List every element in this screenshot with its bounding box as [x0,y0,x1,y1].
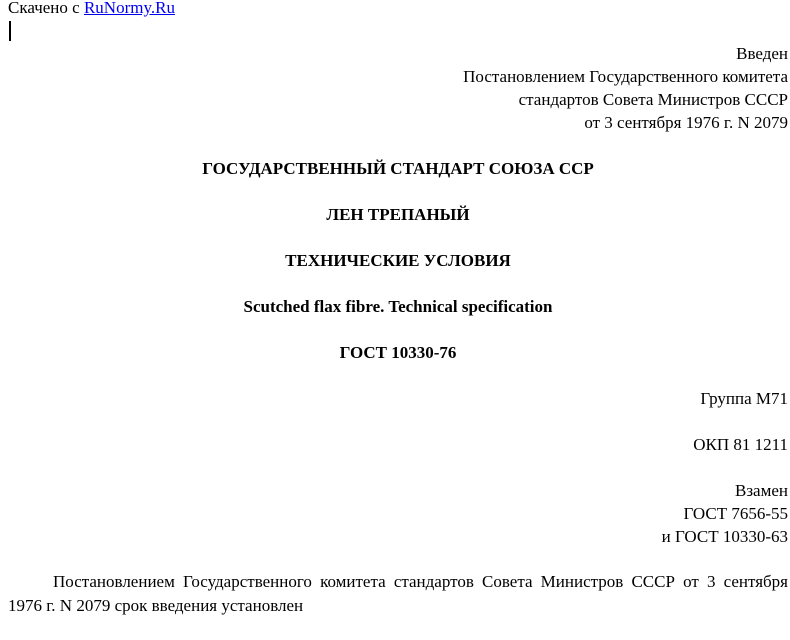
okp-code: ОКП 81 1211 [693,435,788,454]
text-cursor [9,21,11,41]
replaces-label: Взамен [734,481,788,500]
english-title: Scutched flax fibre. Technical specification [243,297,553,316]
introduced-label: Введен [736,44,788,63]
gost-code: ГОСТ 10330-76 [339,343,457,362]
introduction-paragraph: Постановлением Государственного комитета стандартов Совета Министров СССР от 3 сентября 1976 г. N 2079 срок введения установлен [8,572,788,615]
group-code: Группа М71 [700,389,788,408]
replaces-gost-2: и ГОСТ 10330-63 [661,527,788,546]
introduced-date: от 3 сентября 1976 г. N 2079 [584,113,788,132]
state-standard-heading: ГОСУДАРСТВЕННЫЙ СТАНДАРТ СОЮЗА ССР [202,159,594,178]
spec-heading: ТЕХНИЧЕСКИЕ УСЛОВИЯ [285,251,511,270]
subject-heading: ЛЕН ТРЕПАНЫЙ [326,205,470,224]
source-link[interactable]: RuNormy.Ru [83,0,175,17]
source-prefix: Скачено с [8,0,84,17]
replaces-gost-1: ГОСТ 7656-55 [683,504,788,523]
introduced-authority-cont: стандартов Совета Министров СССР [518,90,788,109]
introduced-authority: Постановлением Государственного комитета [463,67,788,86]
source-line [8,0,175,18]
